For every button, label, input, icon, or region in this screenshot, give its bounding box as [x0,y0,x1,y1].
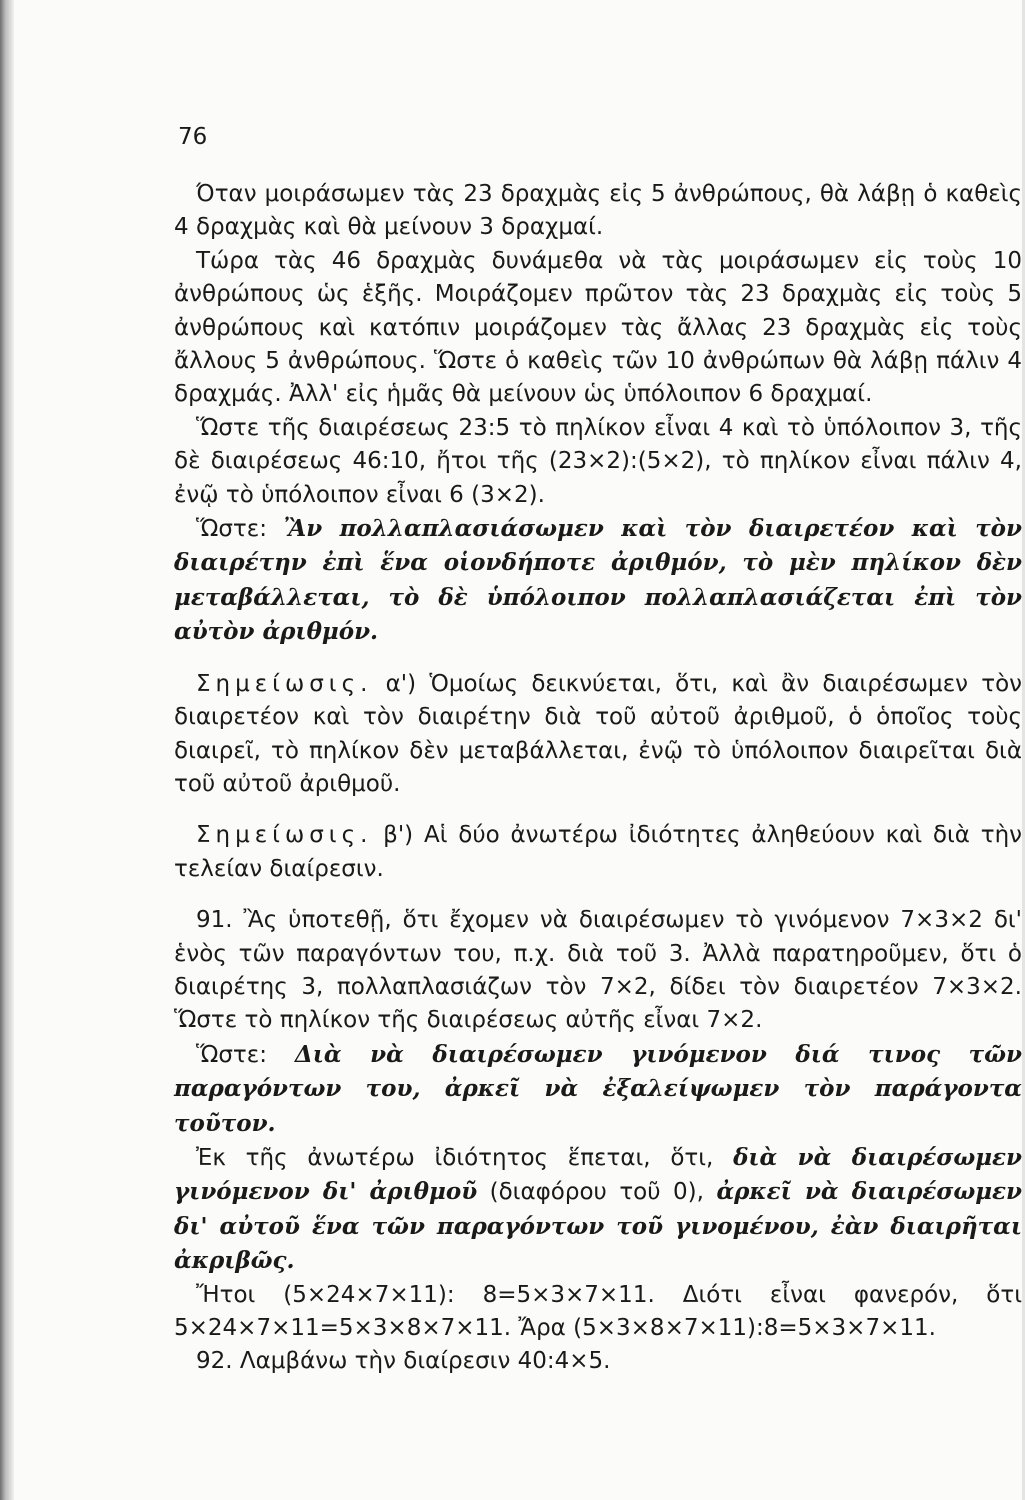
text-run: Σημείωσις. [196,822,373,849]
paragraph-p10 [174,1279,1022,1346]
text-run: Σημείωσις. [196,670,373,697]
page-number: 76 [178,124,208,150]
paragraph-p11 [174,1345,1022,1378]
paragraph-p5 [174,668,1022,802]
text-run: Ὥστε τῆς διαιρέσεως 23:5 τὸ πηλίκον εἶναι 4 καὶ τὸ ὑπόλοιπον 3, τῆς δὲ διαιρέσεως 46:10, ἤτοι τῆς (23×2):(5×2), τὸ πηλίκον εἶναι πάλιν 4, ἐνῷ τὸ ὑπόλοιπον εἶναι 6 (3×2). [174,414,1022,508]
text-run: Ὥστε: [196,516,284,543]
text-run: Τώρα τὰς 46 δραχμὰς δυνάμεθα νὰ τὰς μοιράσωμεν εἰς τοὺς 10 ἀνθρώπους ὡς ἑξῆς. Μοιράζομεν πρῶτον τὰς 23 δραχμὰς εἰς τοὺς 5 ἀνθρώπους καὶ κατόπιν μοιράζομεν τὰς ἄλλας 23 δραχμὰς εἰς τοὺς ἄλλους 5 ἀνθρώπους. Ὥστε ὁ καθεὶς τῶν 10 ἀνθρώπων θὰ λάβῃ πάλιν 4 δραχμάς. Ἀλλ' εἰς ἡμᾶς θὰ μείνουν ὡς ὑπόλοιπον 6 δραχμαί. [174,247,1022,408]
paragraph-p7 [174,904,1022,1038]
text-run: ἀρκεῖ νὰ διαιρέσωμεν δι' αὐτοῦ ἕνα τῶν παραγόντων τοῦ γινομένου, ἐὰν διαιρῆται ἀκριβῶς. [174,1178,1022,1275]
text-run: Διὰ νὰ διαιρέσωμεν γινόμενον διά τινος τῶν παραγόντων του, ἀρκεῖ νὰ ἐξαλείψωμεν τὸν παράγοντα τοῦτον. [174,1040,1022,1137]
paragraph-p9 [174,1141,1022,1279]
page-edge-shadow [0,0,14,1500]
paragraph-p3 [174,412,1022,512]
text-run: 92. Λαμβάνω τὴν διαίρεσιν 40:4×5. [196,1348,611,1375]
text-run: Όταν μοιράσωμεν τὰς 23 δραχμὰς εἰς 5 ἀνθρώπους, θὰ λάβῃ ὁ καθεὶς 4 δραχμὰς καὶ θὰ μείνουν 3 δραχμαί. [174,181,1022,241]
body-text [174,178,1022,1379]
paragraph-p6 [174,819,1022,886]
paragraph-p1 [174,178,1022,245]
paragraph-p8 [174,1038,1022,1141]
text-run: 91. Ἂς ὑποτεθῇ, ὅτι ἔχομεν νὰ διαιρέσωμεν τὸ γινόμενον 7×3×2 δι' ἑνὸς τῶν παραγόντων του, π.χ. διὰ τοῦ 3. Ἀλλὰ παρατηροῦμεν, ὅτι ὁ διαιρέτης 3, πολλαπλασιάζων τὸν 7×2, δίδει τὸν διαιρετέον 7×3×2. Ὥστε τὸ πηλίκον τῆς διαιρέσεως αὐτῆς εἶναι 7×2. [174,907,1022,1034]
paragraph-p2 [174,245,1022,412]
text-run: διὰ νὰ διαιρέσωμεν γινόμενον δι' ἀριθμοῦ [174,1143,1022,1206]
text-run: Ἐκ τῆς ἀνωτέρω ἰδιότητος ἕπεται, ὅτι, [196,1144,734,1171]
text-run: Ἂν πολλαπλασιάσωμεν καὶ τὸν διαιρετέον καὶ τὸν διαιρέτην ἐπὶ ἕνα οἱονδήποτε ἀριθμόν, τὸ μὲν πηλίκον δὲν μεταβάλλεται, τὸ δὲ ὑπόλοιπον πολλαπλασιάζεται ἐπὶ τὸν αὐτὸν ἀριθμόν. [174,515,1022,646]
text-run: Ὥστε: [196,1041,295,1068]
text-run: Ἤτοι (5×24×7×11): 8=5×3×7×11. Διότι εἶναι φανερόν, ὅτι 5×24×7×11=5×3×8×7×11. Ἄρα (5×3×8×7×11):8=5×3×7×11. [174,1281,1022,1341]
text-run: α') Ὁμοίως δεικνύεται, ὅτι, καὶ ἂν διαιρέσωμεν τὸν διαιρετέον καὶ τὸν διαιρέτην διὰ τοῦ αὐτοῦ ἀριθμοῦ, ὁ ὁποῖος τοὺς διαιρεῖ, τὸ πηλίκον δὲν μεταβάλλεται, ἐνῷ τὸ ὑπόλοιπον διαιρεῖται διὰ τοῦ αὐτοῦ ἀριθμοῦ. [174,670,1022,797]
text-run: β') Αἱ δύο ἀνωτέρω ἰδιότητες ἀληθεύουν καὶ διὰ τὴν τελείαν διαίρεσιν. [174,822,1022,882]
text-run: (διαφόρου τοῦ 0), [477,1179,717,1206]
paragraph-p4 [174,512,1022,650]
